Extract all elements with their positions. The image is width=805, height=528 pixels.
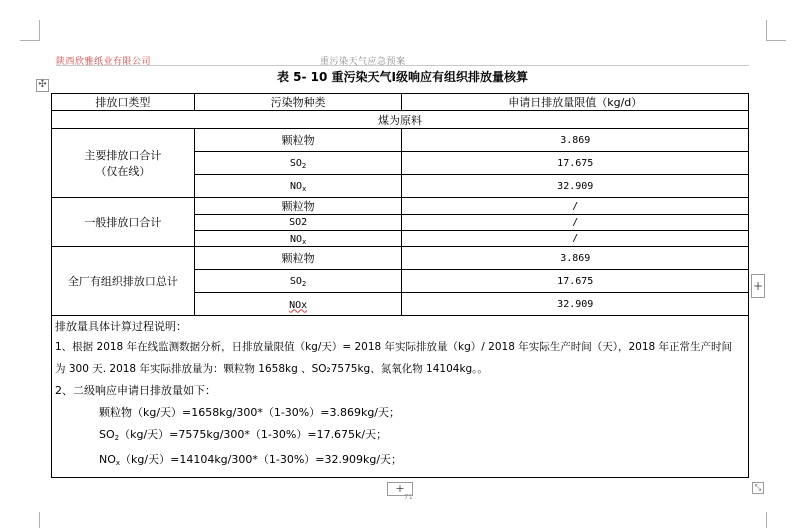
table-header-row (52, 94, 749, 111)
value-cell: 3.869 (402, 129, 749, 152)
pollutant-cell: 颗粒物 (194, 247, 402, 270)
value-cell: 32.909 (402, 293, 749, 316)
table-row (52, 247, 749, 270)
pollutant-cell: $NO_x$ (194, 175, 402, 198)
value-cell: 3.869 (402, 247, 749, 270)
value-cell: / (402, 231, 749, 247)
value-cell: / (402, 198, 749, 215)
group-plant-total: 全厂有组织排放口总计 (52, 247, 195, 316)
crop-mark-top-right-v (766, 20, 767, 40)
value-cell: 17.675 (402, 270, 749, 293)
table-row (52, 198, 749, 215)
pollutant-cell: $SO_2$ (194, 152, 402, 175)
calc-line-2: 为 300 天. 2018 年实际排放量为：颗粒物 1658kg 、SO₂7575kg、氮氧化物 14104kg。。 (55, 363, 488, 375)
col-header-daily-limit: 申请日排放量限值（kg/d） (402, 94, 749, 111)
pollutant-cell: $NO_x$ (194, 231, 402, 247)
calc-explanation (52, 316, 749, 478)
value-cell: 17.675 (402, 152, 749, 175)
pollutant-cell: NOx (194, 293, 402, 316)
formula-so2: $SO_2(kg/$天）=7575kg/300*（1-30%）=17.675k/天； (99, 428, 388, 442)
calc-line-1: 1、根据 2018 年在线监测数据分析，日排放量限值（kg/天）= 2018 年实际排放量（kg）/ 2018 年实际生产时间（天），2018 年正常生产时间 (55, 341, 733, 353)
pollutant-cell: $SO_2$ (194, 270, 402, 293)
col-header-outlet-type: 排放口类型 (52, 94, 195, 111)
crop-mark-top-left-h (20, 40, 40, 41)
crop-mark-top-left-v (39, 20, 40, 40)
page-number: 71 (404, 493, 413, 501)
crop-mark-top-right-h (766, 40, 786, 41)
formula-particulate: 颗粒物（kg/天）=1658kg/300*（1-30%）=3.869kg/天； (99, 406, 401, 419)
pollutant-cell: SO2 (194, 215, 402, 231)
group-name: 主要排放口合计 (84, 149, 162, 162)
value-cell: 32.909 (402, 175, 749, 198)
header-document-name: 重污染天气应急预案 (320, 57, 406, 67)
section-header: 煤为原料 (52, 111, 749, 129)
formula-nox: $NO_x(kg/$天）=14104kg/300*（1-30%）=32.909kg/天； (99, 453, 403, 467)
crop-mark-bottom-left-v (39, 512, 40, 528)
section-row (52, 111, 749, 129)
calc-line-3: 2、二级响应申请日排放量如下： (55, 384, 216, 397)
emission-table (51, 93, 749, 478)
calc-heading: 排放量具体计算过程说明： (55, 320, 187, 333)
pollutant-cell: 颗粒物 (194, 129, 402, 152)
add-column-button[interactable]: + (751, 274, 765, 298)
add-row-button[interactable]: + (387, 482, 413, 496)
group-general-outlets: 一般排放口合计 (52, 198, 195, 247)
header-company: 陕西欣雅纸业有限公司 (56, 57, 152, 67)
group-main-outlets (52, 129, 195, 198)
group-name-note: （仅在线） (95, 165, 151, 178)
pollutant-cell: 颗粒物 (194, 198, 402, 215)
col-header-pollutant: 污染物种类 (194, 94, 402, 111)
table-title: 表 5- 10 重污染天气Ⅰ级响应有组织排放量核算 (276, 70, 529, 84)
calc-row (52, 316, 749, 478)
header-rule (56, 65, 749, 66)
table-move-handle-icon[interactable]: ✣ (36, 79, 49, 92)
crop-mark-bottom-right-v (766, 512, 767, 528)
table-row (52, 129, 749, 152)
table-resize-icon[interactable]: ⤡ (752, 482, 764, 494)
value-cell: / (402, 215, 749, 231)
